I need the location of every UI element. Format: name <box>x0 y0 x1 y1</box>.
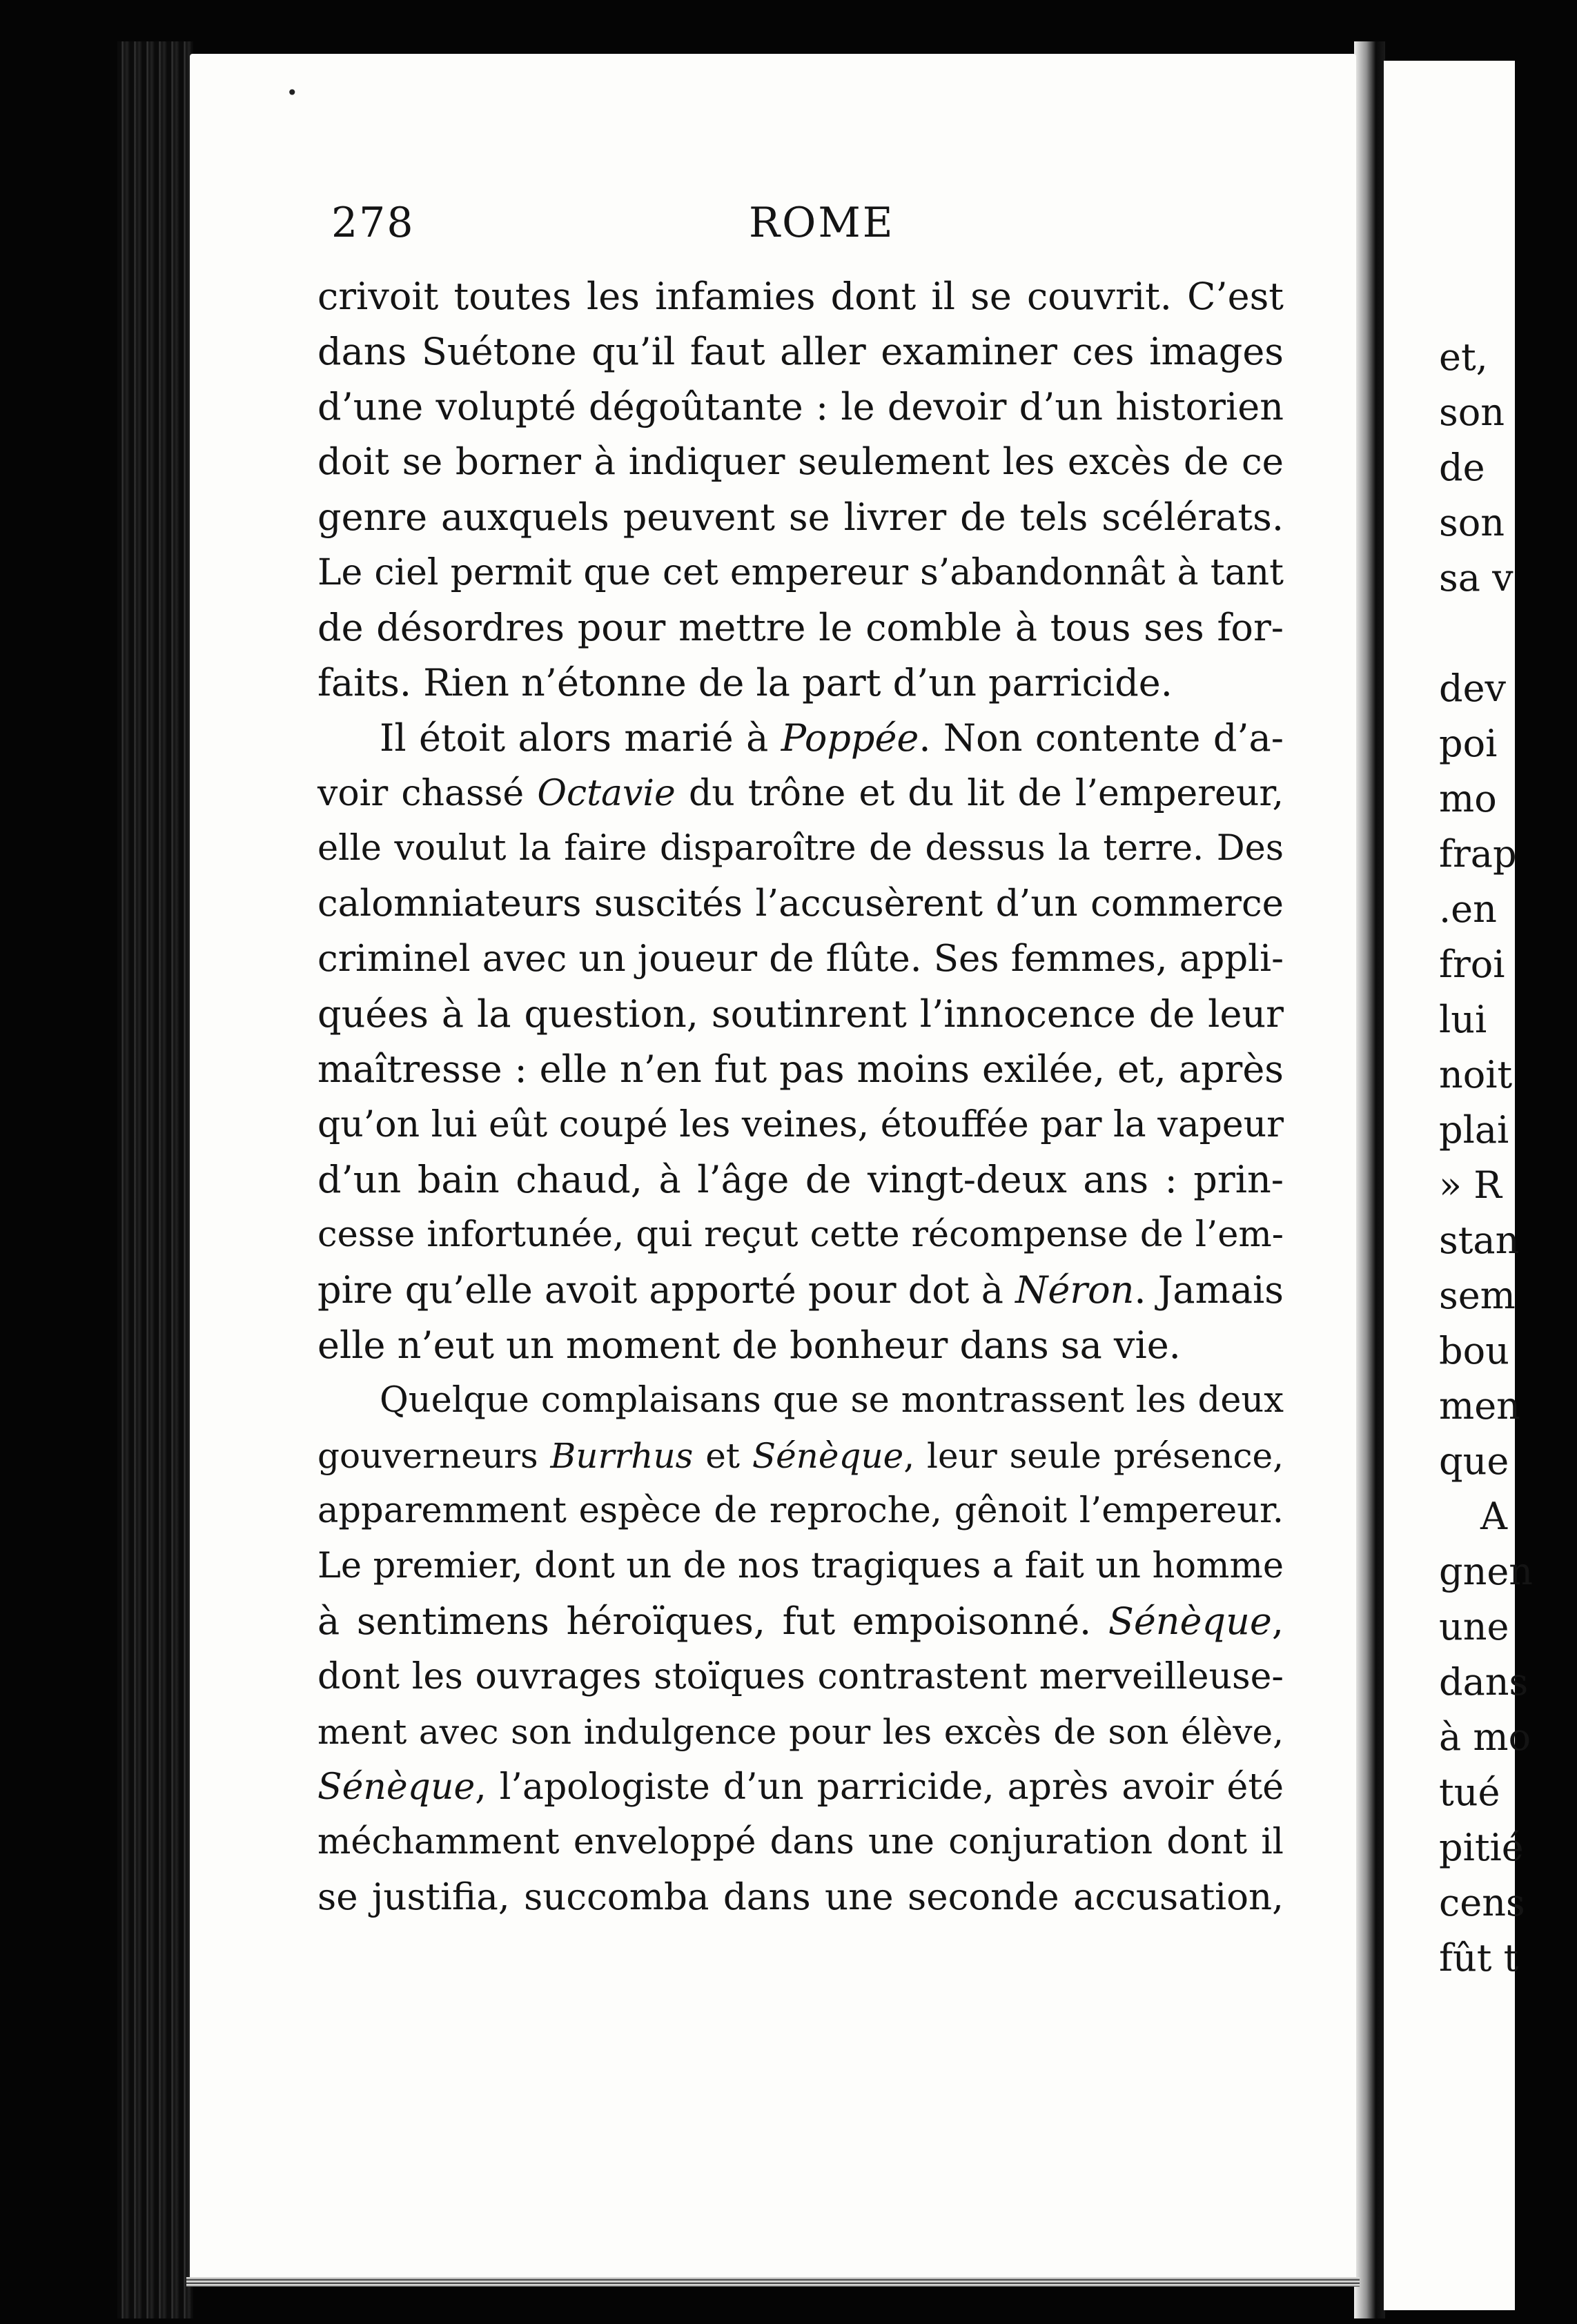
facing-line: A <box>1480 1495 1507 1538</box>
italic-name: Néron <box>1015 1268 1135 1312</box>
body-text <box>317 269 1284 1925</box>
facing-line: froi <box>1439 943 1505 986</box>
facing-line: mo <box>1439 777 1497 820</box>
facing-line: » R <box>1439 1163 1502 1207</box>
italic-name: Burrhus <box>550 1436 694 1476</box>
text-line: qu’on lui eût coupé les veines, étouffée par la vapeur <box>317 1104 1284 1145</box>
text-line: dont les ouvrages stoïques contrastent merveilleuse- <box>317 1656 1284 1697</box>
facing-line: tué <box>1439 1771 1500 1814</box>
facing-line: à mo <box>1439 1715 1531 1759</box>
facing-line: poi <box>1439 722 1498 765</box>
facing-line: dans <box>1439 1660 1529 1704</box>
text-line: dans Suétone qu’il faut aller examiner ces images <box>317 330 1284 373</box>
italic-name: Sénèque <box>1108 1599 1272 1643</box>
facing-line: fût t <box>1439 1936 1519 1980</box>
facing-line: noit <box>1439 1053 1513 1096</box>
text-line: gouverneurs Burrhus et Sénèque, leur seule présence, <box>317 1436 1284 1476</box>
facing-line: .en <box>1439 887 1497 931</box>
page-number: 278 <box>331 199 415 247</box>
text-line: méchamment enveloppé dans une conjuration dont il <box>317 1822 1284 1862</box>
page-header <box>331 199 1284 261</box>
text-line: apparemment espèce de reproche, gênoit l’empereur. <box>317 1490 1284 1531</box>
facing-line: gnen <box>1439 1550 1534 1593</box>
spine-shadow <box>1354 41 1385 2318</box>
text-line: Il étoit alors marié à Poppée. Non contente d’a- <box>380 716 1284 760</box>
text-line: crivoit toutes les infamies dont il se couvrit. C’est <box>317 275 1284 318</box>
facing-line: cens <box>1439 1881 1525 1924</box>
facing-line: une <box>1439 1605 1509 1648</box>
text-line: criminel avec un joueur de flûte. Ses femmes, appli- <box>317 938 1284 980</box>
text-line: d’un bain chaud, à l’âge de vingt-deux ans : prin- <box>317 1158 1284 1201</box>
facing-line: lui <box>1439 998 1487 1041</box>
text-line: elle voulut la faire disparoître de dessus la terre. Des <box>317 828 1284 869</box>
text-line: maîtresse : elle n’en fut pas moins exilée, et, après <box>317 1047 1284 1091</box>
text-line: pire qu’elle avoit apporté pour dot à Néron. Jamais <box>317 1268 1284 1312</box>
text-line: Le ciel permit que cet empereur s’abandonnât à tant <box>317 552 1284 593</box>
facing-line: son <box>1439 391 1505 434</box>
text-line: Quelque complaisans que se montrassent les deux <box>380 1380 1284 1421</box>
facing-line: son <box>1439 501 1505 544</box>
facing-line: frap <box>1439 832 1517 876</box>
italic-name: Sénèque <box>317 1766 476 1808</box>
text-line: Sénèque, l’apologiste d’un parricide, après avoir été <box>317 1766 1284 1808</box>
text-line: de désordres pour mettre le comble à tous ses for- <box>317 606 1284 649</box>
text-line: à sentimens héroïques, fut empoisonné. Sénèque, <box>317 1599 1284 1643</box>
text-line: genre auxquels peuvent se livrer de tels scélérats. <box>317 495 1284 539</box>
italic-name: Sénèque <box>752 1436 904 1476</box>
text-line: faits. Rien n’étonne de la part d’un parricide. <box>317 661 1173 705</box>
text-line: calomniateurs suscités l’accusèrent d’un commerce <box>317 883 1284 925</box>
facing-page <box>1384 61 1534 2310</box>
facing-line: dev <box>1439 667 1507 710</box>
text-line: doit se borner à indiquer seulement les excès de ce <box>317 441 1284 483</box>
page-edge <box>186 2277 1360 2287</box>
facing-line: men <box>1439 1384 1520 1428</box>
facing-line: que <box>1439 1439 1509 1483</box>
text-line: elle n’eut un moment de bonheur dans sa vie. <box>317 1323 1181 1367</box>
facing-line: plai <box>1439 1108 1509 1152</box>
text-line: ment avec son indulgence pour les excès de son élève, <box>317 1712 1284 1752</box>
text-line: d’une volupté dégoûtante : le devoir d’un historien <box>317 385 1284 429</box>
facing-line <box>1439 606 1577 661</box>
text-line: se justifia, succomba dans une seconde accusation, <box>317 1876 1284 1918</box>
text-line: cesse infortunée, qui reçut cette récompense de l’em- <box>317 1214 1284 1255</box>
facing-line: de <box>1439 446 1485 489</box>
facing-line: sa v <box>1439 556 1514 600</box>
facing-line: stan <box>1439 1219 1520 1262</box>
text-line: quées à la question, soutinrent l’innocence de leur <box>317 992 1284 1036</box>
facing-line: sem <box>1439 1274 1516 1317</box>
facing-line: bou <box>1439 1329 1509 1372</box>
running-title: ROME <box>749 199 895 247</box>
italic-name: Octavie <box>537 773 676 814</box>
ink-speck: • <box>286 81 298 104</box>
text-line: voir chassé Octavie du trône et du lit de l’empereur, <box>317 773 1284 814</box>
italic-name: Poppée <box>781 716 919 760</box>
facing-line: et, <box>1439 335 1488 379</box>
facing-line: pitié <box>1439 1826 1524 1869</box>
facing-page-text <box>1439 330 1577 1986</box>
text-line: Le premier, dont un de nos tragiques a fait un homme <box>317 1546 1284 1586</box>
book-binding <box>117 41 193 2318</box>
